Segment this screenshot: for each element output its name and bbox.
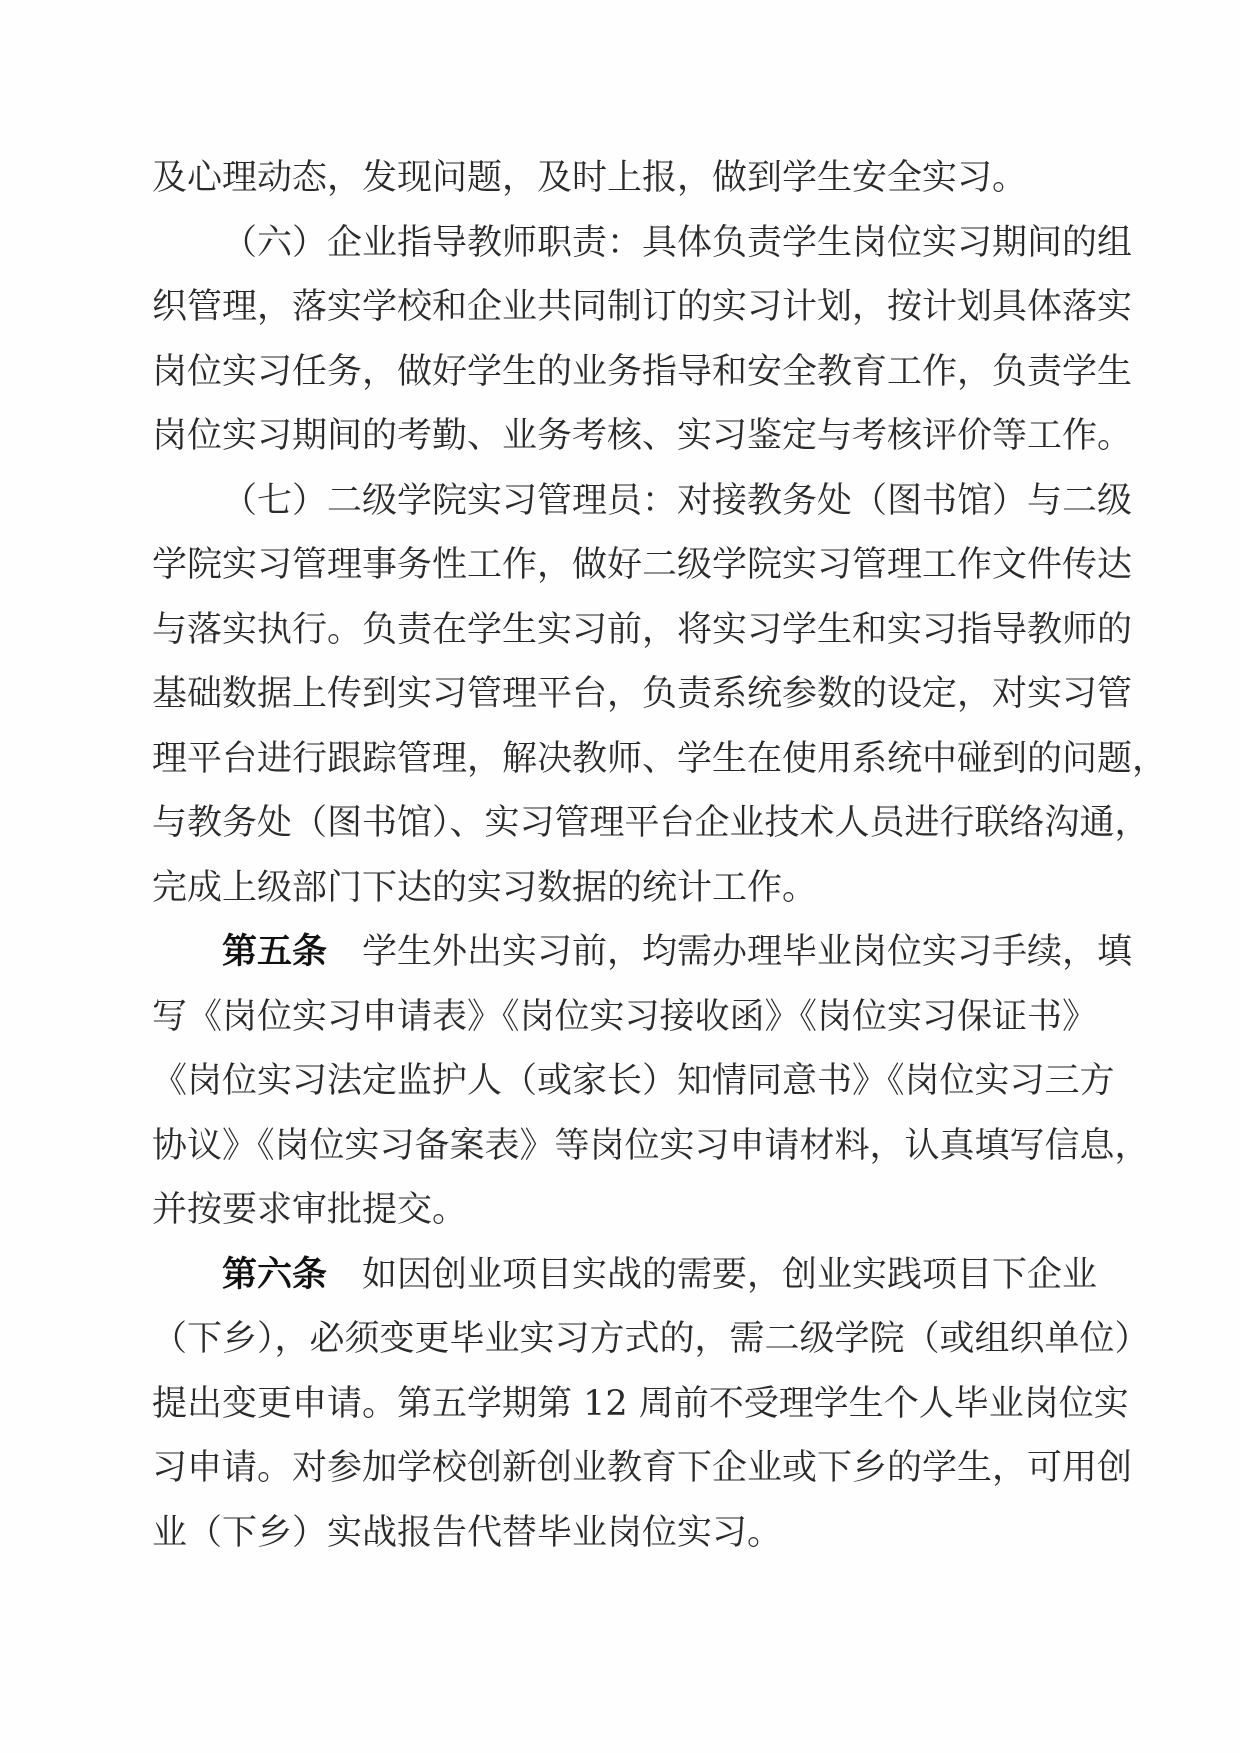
text-line [152, 920, 1133, 985]
article-six [152, 1243, 1150, 1566]
text-line: 与落实执行。负责在学生实习前，将实习学生和实习指导教师的 [152, 609, 1133, 650]
text-line: 业（下乡）实战报告代替毕业岗位实习。 [152, 1512, 783, 1553]
paragraph-enterprise-instructor-duties [152, 211, 1133, 469]
text-line: 基础数据上传到实习管理平台，负责系统参数的设定，对实习管 [152, 674, 1133, 714]
document-body [152, 146, 1168, 1565]
text-line: 并按要求审批提交。 [152, 1190, 468, 1230]
text-line: （七）二级学院实习管理员：对接教务处（图书馆）与二级 [222, 480, 1133, 521]
article-label: 第六条 [222, 1254, 328, 1295]
text-line: 与教务处（图书馆）、实习管理平台企业技术人员进行联络沟通， [152, 803, 1150, 843]
text-line: 理平台进行跟踪管理，解决教师、学生在使用系统中碰到的问题， [152, 738, 1168, 779]
text-line: 及心理动态，发现问题，及时上报，做到学生安全实习。 [152, 158, 1028, 198]
text-line: （六）企业指导教师职责：具体负责学生岗位实习期间的组 [222, 222, 1133, 263]
text-line [152, 1243, 1098, 1308]
article-five [152, 920, 1150, 1243]
article-label: 第五条 [222, 932, 328, 972]
text-line: 协议》《岗位实习备案表》等岗位实习申请材料，认真填写信息， [152, 1125, 1150, 1166]
text-line: 岗位实习期间的考勤、业务考核、实习鉴定与考核评价等工作。 [152, 416, 1133, 456]
article-text: 如因创业项目实战的需要，创业实践项目下企业 [362, 1254, 1098, 1295]
text-line: 完成上级部门下达的实习数据的统计工作。 [152, 867, 818, 908]
text-line: 写《岗位实习申请表》《岗位实习接收函》《岗位实习保证书》 [152, 996, 1098, 1037]
text-line: 学院实习管理事务性工作，做好二级学院实习管理工作文件传达 [152, 545, 1133, 585]
text-line: （下乡），必须变更毕业实习方式的，需二级学院（或组织单位） [152, 1319, 1150, 1359]
text-line: 《岗位实习法定监护人（或家长）知情同意书》《岗位实习三方 [152, 1061, 1115, 1101]
article-text: 学生外出实习前，均需办理毕业岗位实习手续，填 [362, 932, 1133, 972]
text-line: 岗位实习任务，做好学生的业务指导和安全教育工作，负责学生 [152, 351, 1133, 392]
text-line: 织管理，落实学校和企业共同制订的实习计划，按计划具体落实 [152, 287, 1133, 327]
text-line: 习申请。对参加学校创新创业教育下企业或下乡的学生，可用创 [152, 1448, 1133, 1488]
paragraph-continuation [152, 146, 1087, 211]
paragraph-college-internship-administrator [152, 469, 1168, 921]
text-line: 提出变更申请。第五学期第 12 周前不受理学生个人毕业岗位实 [152, 1383, 1129, 1424]
